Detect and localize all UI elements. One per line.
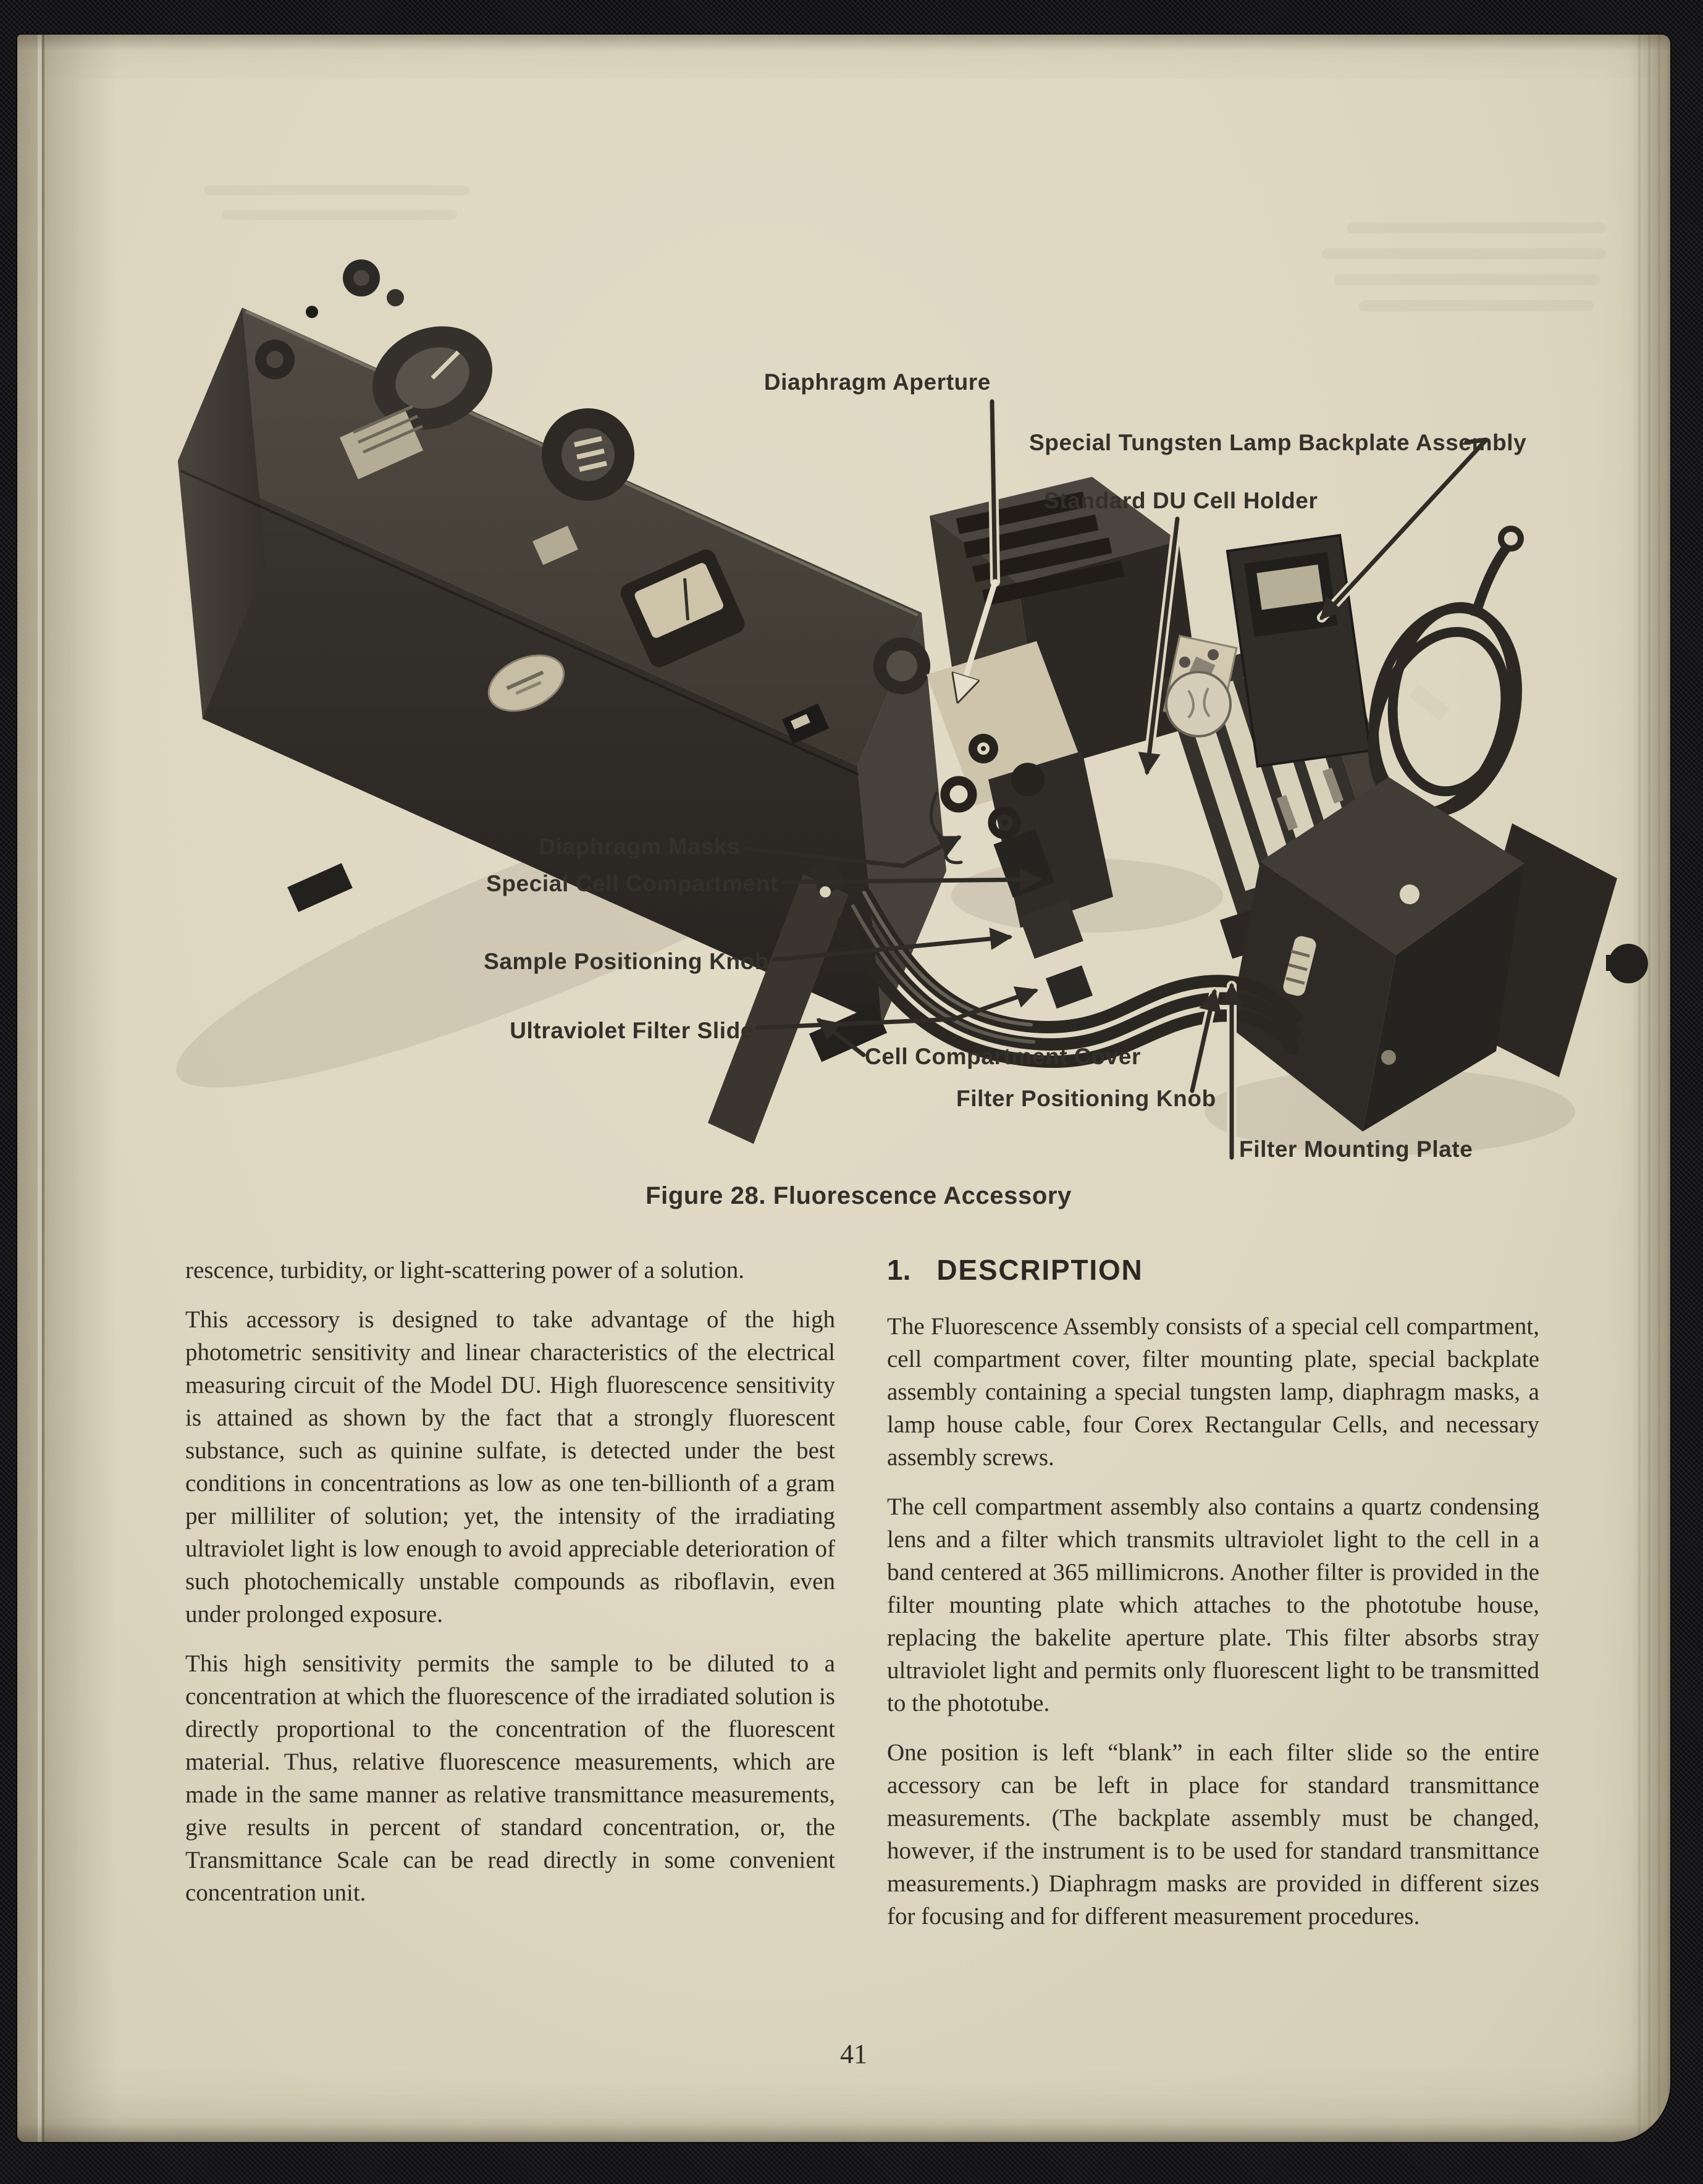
right-column bbox=[887, 1253, 1539, 1933]
paragraph: rescence, turbidity, or light-scattering power of a solution. bbox=[185, 1257, 745, 1283]
section-heading bbox=[887, 1254, 1539, 1287]
callout-du-cell-holder: Standard DU Cell Holder bbox=[1044, 488, 1318, 513]
section-title: DESCRIPTION bbox=[936, 1254, 1143, 1286]
paragraph: This high sensitivity permits the sample to be diluted to a concentration at which the fluorescence of the irradiated solution is directly proportional to the concentration of the fluorescent material. Thus, relative fluorescence measurements, which are made in the same manner as relative transmittance measurements, give results in percent of standard concentration, or, the Transmittance Scale can be read directly in some convenient concentration unit. bbox=[185, 1650, 835, 1906]
callout-diaphragm-aperture: Diaphragm Aperture bbox=[763, 369, 991, 395]
paragraph: The Fluorescence Assembly consists of a special cell compartment, cell compartment cover, filter mounting plate, special backplate assembly containing a special tungsten lamp, diaphragm masks, a lamp house cable, four Corex Rectangular Cells, and necessary assembly screws. bbox=[887, 1312, 1539, 1471]
paragraph: The cell compartment assembly also contains a quartz condensing lens and a filter which transmits ultraviolet light to the cell in a band centered at 365 millimicrons. Another filter is provided in the filter mounting plate which attaches to the phototube house, replacing the bakelite aperture plate. This filter absorbs stray ultraviolet light and permits only fluorescent light to be transmitted to the phototube. bbox=[887, 1493, 1539, 1716]
callout-sample-positioning-knob: Sample Positioning Knob bbox=[484, 949, 769, 974]
callout-filter-mounting-plate: Filter Mounting Plate bbox=[1239, 1136, 1473, 1162]
callout-backplate-assembly: Special Tungsten Lamp Backplate Assembly bbox=[1029, 430, 1527, 455]
paragraph: This accessory is designed to take advantage of the high photometric sensitivity and linear characteristics of the electrical measuring circuit of the Model DU. High fluorescence sensitivity is attained as shown by the fact that a strongly fluorescent substance, such as quinine sulfate, is detected under the best conditions in concentrations as low as one ten-billionth of a gram per milliliter of solution; yet, the intensity of the irradiating ultraviolet light is low enough to avoid appreciable deterioration of such photochemically unstable compounds as riboflavin, even under prolonged exposure. bbox=[185, 1306, 835, 1628]
callout-special-cell-compartment: Special Cell Compartment bbox=[486, 871, 778, 896]
special-cell-compartment-box bbox=[927, 477, 1203, 1009]
callout-filter-positioning-knob: Filter Positioning Knob bbox=[956, 1086, 1216, 1111]
left-column bbox=[185, 1254, 835, 1909]
callout-cell-compartment-cover: Cell Compartment Cover bbox=[865, 1044, 1142, 1069]
callout-ultraviolet-filter-slide: Ultraviolet Filter Slide bbox=[510, 1018, 754, 1043]
figure-caption: Figure 28. Fluorescence Accessory bbox=[645, 1182, 1072, 1209]
page-number: 41 bbox=[840, 2039, 867, 2069]
section-number: 1. bbox=[887, 1254, 911, 1286]
callout-diaphragm-masks: Diaphragm Masks bbox=[539, 834, 740, 859]
paragraph: One position is left “blank” in each filter slide so the entire accessory can be left in place for standard transmittance measurements. (The backplate assembly must be changed, however, if the instrument is to be used for standard transmittance measurements.) Diaphragm masks are provided in different sizes for focusing and for different measurement procedures. bbox=[887, 1739, 1539, 1930]
backplate-assembly bbox=[1164, 536, 1370, 766]
print-through-ghost bbox=[204, 185, 1606, 311]
